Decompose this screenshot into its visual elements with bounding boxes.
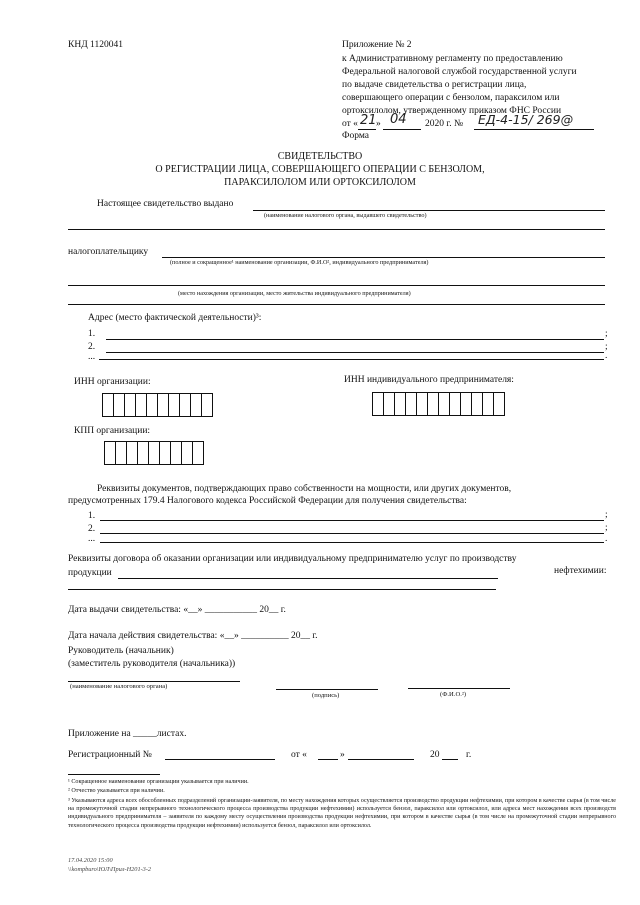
footnote-2: ² Отчество указывается при наличии. xyxy=(68,788,165,794)
order-number-handwritten: ЕД-4-15/ 269@ xyxy=(478,112,574,127)
start-date-field[interactable]: Дата начала действия свидетельства: «__» __________ 20__ г. xyxy=(68,631,318,641)
taxpayer-caption: (полное и сокращенное¹ наименование организации, Ф.И.О², индивидуального предпринимателя) xyxy=(170,259,429,266)
document-title-line-2: О РЕГИСТРАЦИИ ЛИЦА, СОВЕРШАЮЩЕГО ОПЕРАЦИИ С БЕНЗОЛОМ, xyxy=(155,164,485,175)
rights-item-1-number: 1. xyxy=(88,511,96,521)
registration-from: от « xyxy=(291,750,307,760)
reglament-line-5: ортоксилолом, утвержденному приказом ФНС России xyxy=(342,106,562,116)
reglament-line-1: к Административному регламенту по предоставлению xyxy=(342,54,563,64)
order-day-handwritten: 21 xyxy=(360,113,377,128)
fio-caption: (Ф.И.О.²) xyxy=(440,691,467,698)
kpp-label: КПП организации: xyxy=(74,426,151,436)
contract-text-line-2a: продукции xyxy=(68,568,112,578)
form-label: Форма xyxy=(342,131,370,141)
document-title-line-3: ПАРАКСИЛОЛОМ ИЛИ ОРТОКСИЛОЛОМ xyxy=(224,177,416,188)
contract-text-line-2b: нефтехимии: xyxy=(554,566,607,576)
address-item-more: ... xyxy=(88,352,96,362)
registration-quote-close: » xyxy=(340,750,345,760)
issue-date-field[interactable]: Дата выдачи свидетельства: «__» ___________ 20__ г. xyxy=(68,605,286,615)
rights-item-2-number: 2. xyxy=(88,524,96,534)
inn-org-label: ИНН организации: xyxy=(74,377,151,387)
registration-label: Регистрационный № xyxy=(68,750,152,760)
address-item-1-number: 1. xyxy=(88,329,96,339)
footnote-3: ³ Указываются адреса всех обособленных подразделений организации-заявителя, по месту нахождения которых осуществляется производство продукции нефтехимии, при котором в качестве сырья (в том числе на промежуточной стадии непрерывного технологического процесса производства продукции нефтехимии) используется бензол, параксилол или ортоксилол, или адреса мест нахождения всех производств индивидуального предпринимателя – заявителя по каждому месту осуществления производства продукции нефтехимии, при котором в качестве сырья (в том числе на промежуточной стадии непрерывного технологического процесса производства продукции нефтехимии) используется бензол, параксилол или ортоксилол. xyxy=(68,798,616,829)
inn-ip-label: ИНН индивидуального предпринимателя: xyxy=(344,375,514,385)
order-date-close-quote: » xyxy=(376,119,381,129)
knd-code: КНД 1120041 xyxy=(68,40,123,50)
signature-caption: (подпись) xyxy=(312,692,340,699)
location-caption: (место нахождения организации, место жительства индивидуального предпринимателя) xyxy=(178,290,411,297)
order-date-prefix: от « xyxy=(342,119,358,129)
rights-text-line-2: предусмотренных 179.4 Налогового кодекса Российской Федерации для получения свидетельства: xyxy=(68,496,467,506)
registration-g: г. xyxy=(466,750,472,760)
rights-text-line-1: Реквизиты документов, подтверждающих право собственности на мощности, или других документов, xyxy=(97,484,512,494)
taxpayer-label: налогоплательщику xyxy=(68,247,149,257)
print-stamp-line-2: \\kompburo\ЮЛ\Прил-Н201-3-2 xyxy=(68,866,152,873)
reglament-line-3: по выдаче свидетельства о регистрации лица, xyxy=(342,80,527,90)
address-item-2-number: 2. xyxy=(88,342,96,352)
reglament-line-4: совершающего операции с бензолом, параксилом или xyxy=(342,93,560,103)
registration-year: 20 xyxy=(430,750,440,760)
reglament-line-2: Федеральной налоговой службой государственной услуги xyxy=(342,67,577,77)
appendix-number: Приложение № 2 xyxy=(342,40,412,50)
head-title-line-2: (заместитель руководителя (начальника)) xyxy=(68,659,236,669)
issued-label: Настоящее свидетельство выдано xyxy=(97,199,234,209)
contract-text-line-1: Реквизиты договора об оказании организации или индивидуальному предпринимателю услуг по производству xyxy=(68,554,517,564)
address-label: Адрес (место фактической деятельности)³: xyxy=(88,313,262,323)
inn-ip-boxes[interactable] xyxy=(373,392,505,416)
print-stamp-line-1: 17.04.2020 15:00 xyxy=(68,857,113,864)
document-title: СВИДЕТЕЛЬСТВО xyxy=(277,151,363,162)
head-title-line-1: Руководитель (начальник) xyxy=(68,646,174,656)
order-year: 2020 г. № xyxy=(425,119,464,129)
footnote-1: ¹ Сокращенное наименование организации указывается при наличии. xyxy=(68,779,249,785)
rights-item-more: ... xyxy=(88,534,96,544)
tax-authority-caption: (наименование налогового органа) xyxy=(70,683,168,690)
order-month-handwritten: 04 xyxy=(390,112,407,127)
inn-org-boxes[interactable] xyxy=(103,393,213,417)
issued-caption: (наименование налогового органа, выдавшего свидетельство) xyxy=(264,212,427,219)
appendix-sheets[interactable]: Приложение на _____листах. xyxy=(68,729,187,739)
kpp-boxes[interactable] xyxy=(105,441,204,465)
